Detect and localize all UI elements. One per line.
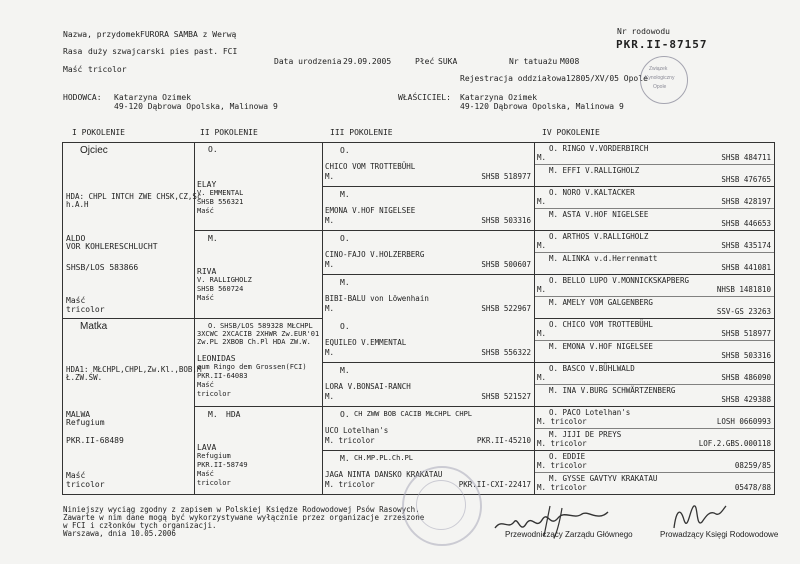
gen3-sex: M.	[340, 454, 350, 463]
father-titles-1: HDA: CHPL INTCH ZWE CHSK,CZ,Sc	[66, 192, 202, 201]
reg-no-label: Nr rodowodu	[617, 27, 670, 36]
gen4-reg: SHSB 435174	[721, 241, 771, 250]
gen2-name: LAVA	[197, 443, 217, 452]
stamp-text-2: Kynologiczny	[645, 75, 675, 81]
gen4-reg: NHSB 1481810	[716, 285, 771, 294]
gen2-name: RIVA	[197, 267, 217, 276]
gen3-reg: PKR.II-CXI-22417	[458, 480, 531, 489]
color-value: tricolor	[88, 65, 127, 74]
sex-label: Płeć	[415, 57, 435, 66]
gen3-name: BIBI-BALU von Löwenhain	[325, 294, 429, 303]
gen4-name: M. AMELY VOM GALGENBERG	[549, 298, 653, 307]
footer-line-3: w FCI i członków tych organizacji.	[63, 521, 217, 530]
gen2-color: tricolor	[197, 479, 231, 487]
mother-name-1: MALWA	[66, 410, 91, 419]
gen4-sub: M. tricolor	[537, 461, 587, 470]
gen2-color-label: Maść	[197, 207, 214, 215]
mother-titles-1: HDA1: MŁCHPL,CHPL,Zw.Kl.,BOB,M	[66, 365, 202, 374]
color-label: Maść	[63, 65, 83, 74]
gen2-reg: PKR.II-58749	[197, 461, 248, 469]
tattoo-value: M008	[560, 57, 580, 66]
father-color-label: Maść	[66, 296, 86, 305]
signature-1-label: Przewodniczący Zarządu Głównego	[505, 530, 633, 539]
gen3-name: CHICO VOM TROTTEBÜHL	[325, 162, 416, 171]
gen4-reg: SHSB 428197	[721, 197, 771, 206]
gen3-sex: O.	[340, 410, 350, 419]
gen3-sex: O.	[340, 146, 350, 155]
branch-value: 12805/XV/05 Opole	[566, 74, 648, 83]
gen3-reg: SHSB 522967	[481, 304, 531, 313]
name-label: Nazwa, przydomek	[63, 30, 141, 39]
dog-name: FURORA SAMBA z Werwą	[140, 30, 237, 39]
breeder-label: HODOWCA:	[63, 93, 102, 102]
gen3-sub: M. tricolor	[325, 436, 375, 445]
stamp-text-1: Związek	[649, 66, 668, 72]
gen2-name-2: V. RALLIGHOLZ	[197, 276, 252, 284]
gen4-sub: M.	[537, 285, 547, 294]
gen3-name: EMONA V.HOF NIGELSEE	[325, 206, 416, 215]
gen3-reg: SHSB 556322	[481, 348, 531, 357]
gen4-name: M. EFFI V.RALLIGHOLZ	[549, 166, 640, 175]
gen4-sub: M.	[537, 241, 547, 250]
branch-label: Rejestracja oddziałowa	[460, 74, 566, 83]
gen4-name: O. BASCO V.BÜHLWALD	[549, 364, 635, 373]
gen3-titles: CH ZWW BOB CACIB MŁCHPL CHPL	[354, 410, 473, 418]
gen3-sex: M.	[340, 366, 350, 375]
gen3-sex: M.	[340, 190, 350, 199]
owner-address: 49-120 Dąbrowa Opolska, Malinowa 9	[460, 102, 624, 111]
mother-label: Matka	[80, 321, 108, 332]
gen3-sub: M.	[325, 392, 335, 401]
gen4-reg: SHSB 441081	[721, 263, 771, 272]
gen3-name: LORA V.BONSAI-RANCH	[325, 382, 411, 391]
stamp-text-3: Opole	[653, 84, 667, 90]
gen3-sex: M.	[340, 278, 350, 287]
gen4-reg: SHSB 503316	[721, 351, 771, 360]
birth-label: Data urodzenia	[274, 57, 342, 66]
gen3-name: UCO Lotelhan's	[325, 426, 389, 435]
gen3-sub: M.	[325, 304, 335, 313]
gen3-reg: PKR.II-45210	[476, 436, 531, 445]
gen4-reg: 08259/85	[734, 461, 771, 470]
gen2-name: ELAY	[197, 180, 217, 189]
gen4-sub: M. tricolor	[537, 483, 587, 492]
gen4-sub: M.	[537, 197, 547, 206]
gen3-sub: M.	[325, 216, 335, 225]
gen2-name-2: zum Ringo dem Grossen(FCI)	[197, 363, 307, 371]
gen3-reg: SHSB 503316	[481, 216, 531, 225]
gen2-reg: PKR.II-64083	[197, 372, 248, 380]
gen3-name: EQUILEO V.EMMENTAL	[325, 338, 407, 347]
office-stamp	[640, 56, 688, 104]
owner-label: WŁAŚCICIEL:	[398, 93, 451, 102]
gen2-titles-2: 3XCWC 2XCACIB 2XHWR Zw.EUR'01	[197, 330, 320, 338]
gen4-name: M. INA V.BURG SCHWÄRTZENBERG	[549, 386, 676, 395]
gen2-sex: M.	[208, 410, 218, 419]
gen4-sub: M.	[537, 329, 547, 338]
father-color: tricolor	[66, 305, 105, 314]
gen3-sex: O.	[340, 322, 350, 331]
footer-line-4: Warszawa, dnia 10.05.2006	[63, 529, 176, 538]
gen4-reg: SHSB 446653	[721, 219, 771, 228]
signature-2-label: Prowadzący Księgi Rodowodowe	[660, 530, 779, 539]
gen2-color-label: Maść	[197, 294, 214, 302]
gen4-name: M. GYSSE GAVTYV KRAKATAU	[549, 474, 658, 483]
gen4-sub: M. tricolor	[537, 417, 587, 426]
tattoo-label: Nr tatuażu	[509, 57, 558, 66]
gen-header-2: II POKOLENIE	[200, 128, 258, 137]
gen3-reg: SHSB 518977	[481, 172, 531, 181]
gen3-sub: M.	[325, 348, 335, 357]
gen-header-4: IV POKOLENIE	[542, 128, 600, 137]
gen3-sub: M.	[325, 172, 335, 181]
gen4-sub: M. tricolor	[537, 439, 587, 448]
gen3-name: CINO-FAJO V.HOLZERBERG	[325, 250, 425, 259]
father-titles-2: h.A.H	[66, 200, 89, 209]
gen4-sub: M.	[537, 153, 547, 162]
mother-reg: PKR.II-68489	[66, 436, 124, 445]
gen3-reg: SHSB 500607	[481, 260, 531, 269]
gen4-name: O. PACO Lotelhan's	[549, 408, 631, 417]
gen4-name: M. ALINKA v.d.Herrenmatt	[549, 254, 658, 263]
gen-header-1: I POKOLENIE	[72, 128, 125, 137]
gen4-name: M. EMONA V.HOF NIGELSEE	[549, 342, 653, 351]
signature-2	[670, 498, 730, 534]
gen4-reg: SHSB 484711	[721, 153, 771, 162]
gen3-sex: O.	[340, 234, 350, 243]
reg-no-value: PKR.II-87157	[616, 38, 708, 51]
gen2-titles-1: SHSB/LOS 589328 MŁCHPL	[220, 322, 313, 330]
mother-name-2: Refugium	[66, 418, 105, 427]
owner-name: Katarzyna Ozimek	[460, 93, 538, 102]
mother-color-label: Maść	[66, 471, 86, 480]
breeder-address: 49-120 Dąbrowa Opolska, Malinowa 9	[114, 102, 278, 111]
gen2-sex: M.	[208, 234, 218, 243]
birth-value: 29.09.2005	[343, 57, 392, 66]
gen2-reg: SHSB 560724	[197, 285, 244, 293]
bottom-seal	[402, 466, 482, 546]
breed-label: Rasa	[63, 47, 83, 56]
gen4-name: O. EDDIE	[549, 452, 586, 461]
gen2-titles-3: Zw.PL 2XBOB Ch.Pl HDA ZW.W.	[197, 338, 311, 346]
gen2-name-2: V. EMMENTAL	[197, 189, 244, 197]
gen2-reg: SHSB 556321	[197, 198, 244, 206]
gen2-sex: O.	[208, 322, 217, 330]
father-name-2: VOR KOHLERESCHLUCHT	[66, 242, 158, 251]
gen2-name: LEONIDAS	[197, 354, 236, 363]
gen4-reg: SHSB 476765	[721, 175, 771, 184]
gen3-sub: M. tricolor	[325, 480, 375, 489]
gen4-reg: SHSB 518977	[721, 329, 771, 338]
gen3-sub: M.	[325, 260, 335, 269]
gen4-name: M. ASTA V.HOF NIGELSEE	[549, 210, 649, 219]
gen2-color-label: Maść	[197, 470, 214, 478]
gen4-name: M. JIJI DE PREYS	[549, 430, 622, 439]
gen2-name-2: Refugium	[197, 452, 231, 460]
gen3-titles: CH.MP.PL.Ch.PL	[354, 454, 414, 462]
gen2-color-label: Maść	[197, 381, 214, 389]
gen4-name: O. CHICO VOM TROTTEBÜHL	[549, 320, 653, 329]
gen4-reg: SSV-GS 23263	[716, 307, 771, 316]
breed-value: duży szwajcarski pies past. FCI	[88, 47, 238, 56]
gen4-reg: LOF.2.GBS.000118	[698, 439, 771, 448]
gen4-sub: M.	[537, 373, 547, 382]
gen2-color: tricolor	[197, 390, 231, 398]
gen2-sex: O.	[208, 145, 218, 154]
gen4-name: O. BELLO LUPO V.MONNICKSKAPBERG	[549, 276, 689, 285]
gen4-name: O. NORO V.KALTACKER	[549, 188, 635, 197]
breeder-name: Katarzyna Ozimek	[114, 93, 192, 102]
gen3-name: JAGA NINTA DANSKO KRAKATAU	[325, 470, 443, 479]
footer-line-1: Niniejszy wyciąg zgodny z zapisem w Polskiej Księdze Rodowodowej Psów Rasowych.	[63, 505, 420, 514]
father-name-1: ALDO	[66, 234, 86, 243]
gen4-reg: LOSH 0660993	[716, 417, 771, 426]
gen4-name: O. ARTHOS V.RALLIGHOLZ	[549, 232, 649, 241]
sex-value: SUKA	[438, 57, 458, 66]
gen4-reg: SHSB 429388	[721, 395, 771, 404]
mother-titles-2: Ł.ZW.ŚW.	[66, 373, 103, 382]
gen2-titles-1: HDA	[226, 410, 241, 419]
father-reg: SHSB/LOS 583866	[66, 263, 139, 272]
mother-color: tricolor	[66, 480, 105, 489]
gen4-name: O. RINGO V.VORDERBIRCH	[549, 144, 649, 153]
gen4-reg: SHSB 486090	[721, 373, 771, 382]
footer-line-2: Zawarte w nim dane mogą być wykorzystywane wyłącznie przez organizacje zrzeszone	[63, 513, 425, 522]
father-label: Ojciec	[80, 145, 108, 156]
gen3-reg: SHSB 521527	[481, 392, 531, 401]
gen-header-3: III POKOLENIE	[330, 128, 393, 137]
gen4-reg: 05478/88	[734, 483, 771, 492]
